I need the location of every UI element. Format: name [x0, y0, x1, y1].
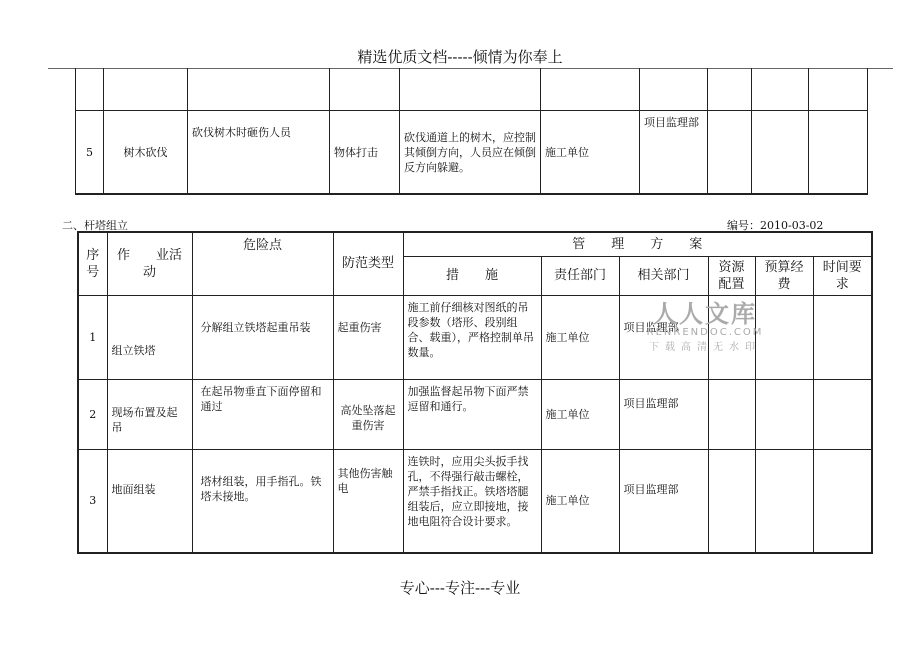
table-row [78, 449, 872, 553]
hazard-cell: 在起吊物垂直下面停留和通过 [192, 379, 333, 449]
page-footer: 专心---专注---专业 [399, 579, 521, 597]
type-cell: 高处坠落起重伤害 [333, 379, 403, 449]
document-code: 编号：2010-03-02 [727, 219, 824, 232]
table-row [78, 295, 872, 379]
type-cell: 物体打击 [330, 111, 400, 195]
dept-cell: 施工单位 [541, 295, 619, 379]
row-number: 5 [76, 111, 104, 195]
dept-cell: 施工单位 [541, 111, 640, 195]
type-cell: 其他伤害触电 [333, 449, 403, 553]
dept-cell: 施工单位 [541, 379, 619, 449]
related-cell: 项目监理部 [640, 111, 708, 195]
activity-cell: 现场布置及起吊 [107, 379, 192, 449]
related-cell: 项目监理部 [619, 379, 708, 449]
measure-cell: 连铁时，应用尖头扳手找孔，不得强行敲击螺栓，严禁手指找正。铁塔塔腿组装后，应立即接地，接地电阻符合设计要求。 [403, 449, 541, 553]
header-dept: 责任部门 [541, 256, 619, 295]
watermark-url: RENRENDOC.COM [646, 327, 764, 338]
activity-cell: 树木砍伐 [104, 111, 188, 195]
header-resource: 资源配置 [708, 256, 755, 295]
header-seq: 序号 [78, 232, 107, 295]
header-hazard: 危险点 [192, 232, 333, 295]
related-cell: 项目监理部 [619, 449, 708, 553]
header-related: 相关部门 [619, 256, 708, 295]
table-row [78, 379, 872, 449]
table-header-row [78, 232, 872, 256]
header-budget: 预算经费 [755, 256, 813, 295]
hazard-cell: 砍伐树木时砸伤人员 [188, 111, 330, 195]
activity-cell: 地面组装 [107, 449, 192, 553]
table-row-continued [76, 68, 868, 111]
table-previous-section [75, 68, 868, 195]
measure-cell: 加强监督起吊物下面严禁逗留和通行。 [403, 379, 541, 449]
related-cell: 项目监理部 [619, 295, 708, 379]
type-cell: 起重伤害 [333, 295, 403, 379]
section-title: 二、杆塔组立 [62, 219, 128, 232]
table-tower-erection [77, 231, 873, 554]
activity-cell: 组立铁塔 [107, 295, 192, 379]
table-row [76, 111, 868, 195]
row-number: 3 [78, 449, 107, 553]
header-plan: 管 理 方 案 [403, 232, 872, 256]
header-time: 时间要求 [813, 256, 872, 295]
header-activity: 作 业活 动 [107, 232, 192, 295]
header-type: 防范类型 [333, 232, 403, 295]
measure-cell: 施工前仔细核对图纸的吊段参数（塔形、段别组合、载重），严格控制单吊数量。 [403, 295, 541, 379]
watermark-logo: 人人文库 [653, 300, 757, 328]
page-header: 精选优质文档-----倾情为你奉上 [357, 48, 563, 66]
watermark-subtitle: 下载高清无水印 [649, 342, 761, 353]
hazard-cell: 塔材组装，用手指孔。铁塔未接地。 [192, 449, 333, 553]
dept-cell: 施工单位 [541, 449, 619, 553]
hazard-cell: 分解组立铁塔起重吊装 [192, 295, 333, 379]
row-number: 2 [78, 379, 107, 449]
row-number: 1 [78, 295, 107, 379]
header-measure: 措 施 [403, 256, 541, 295]
measure-cell: 砍伐通道上的树木，应控制其倾倒方向，人员应在倾倒反方向躲避。 [400, 111, 541, 195]
